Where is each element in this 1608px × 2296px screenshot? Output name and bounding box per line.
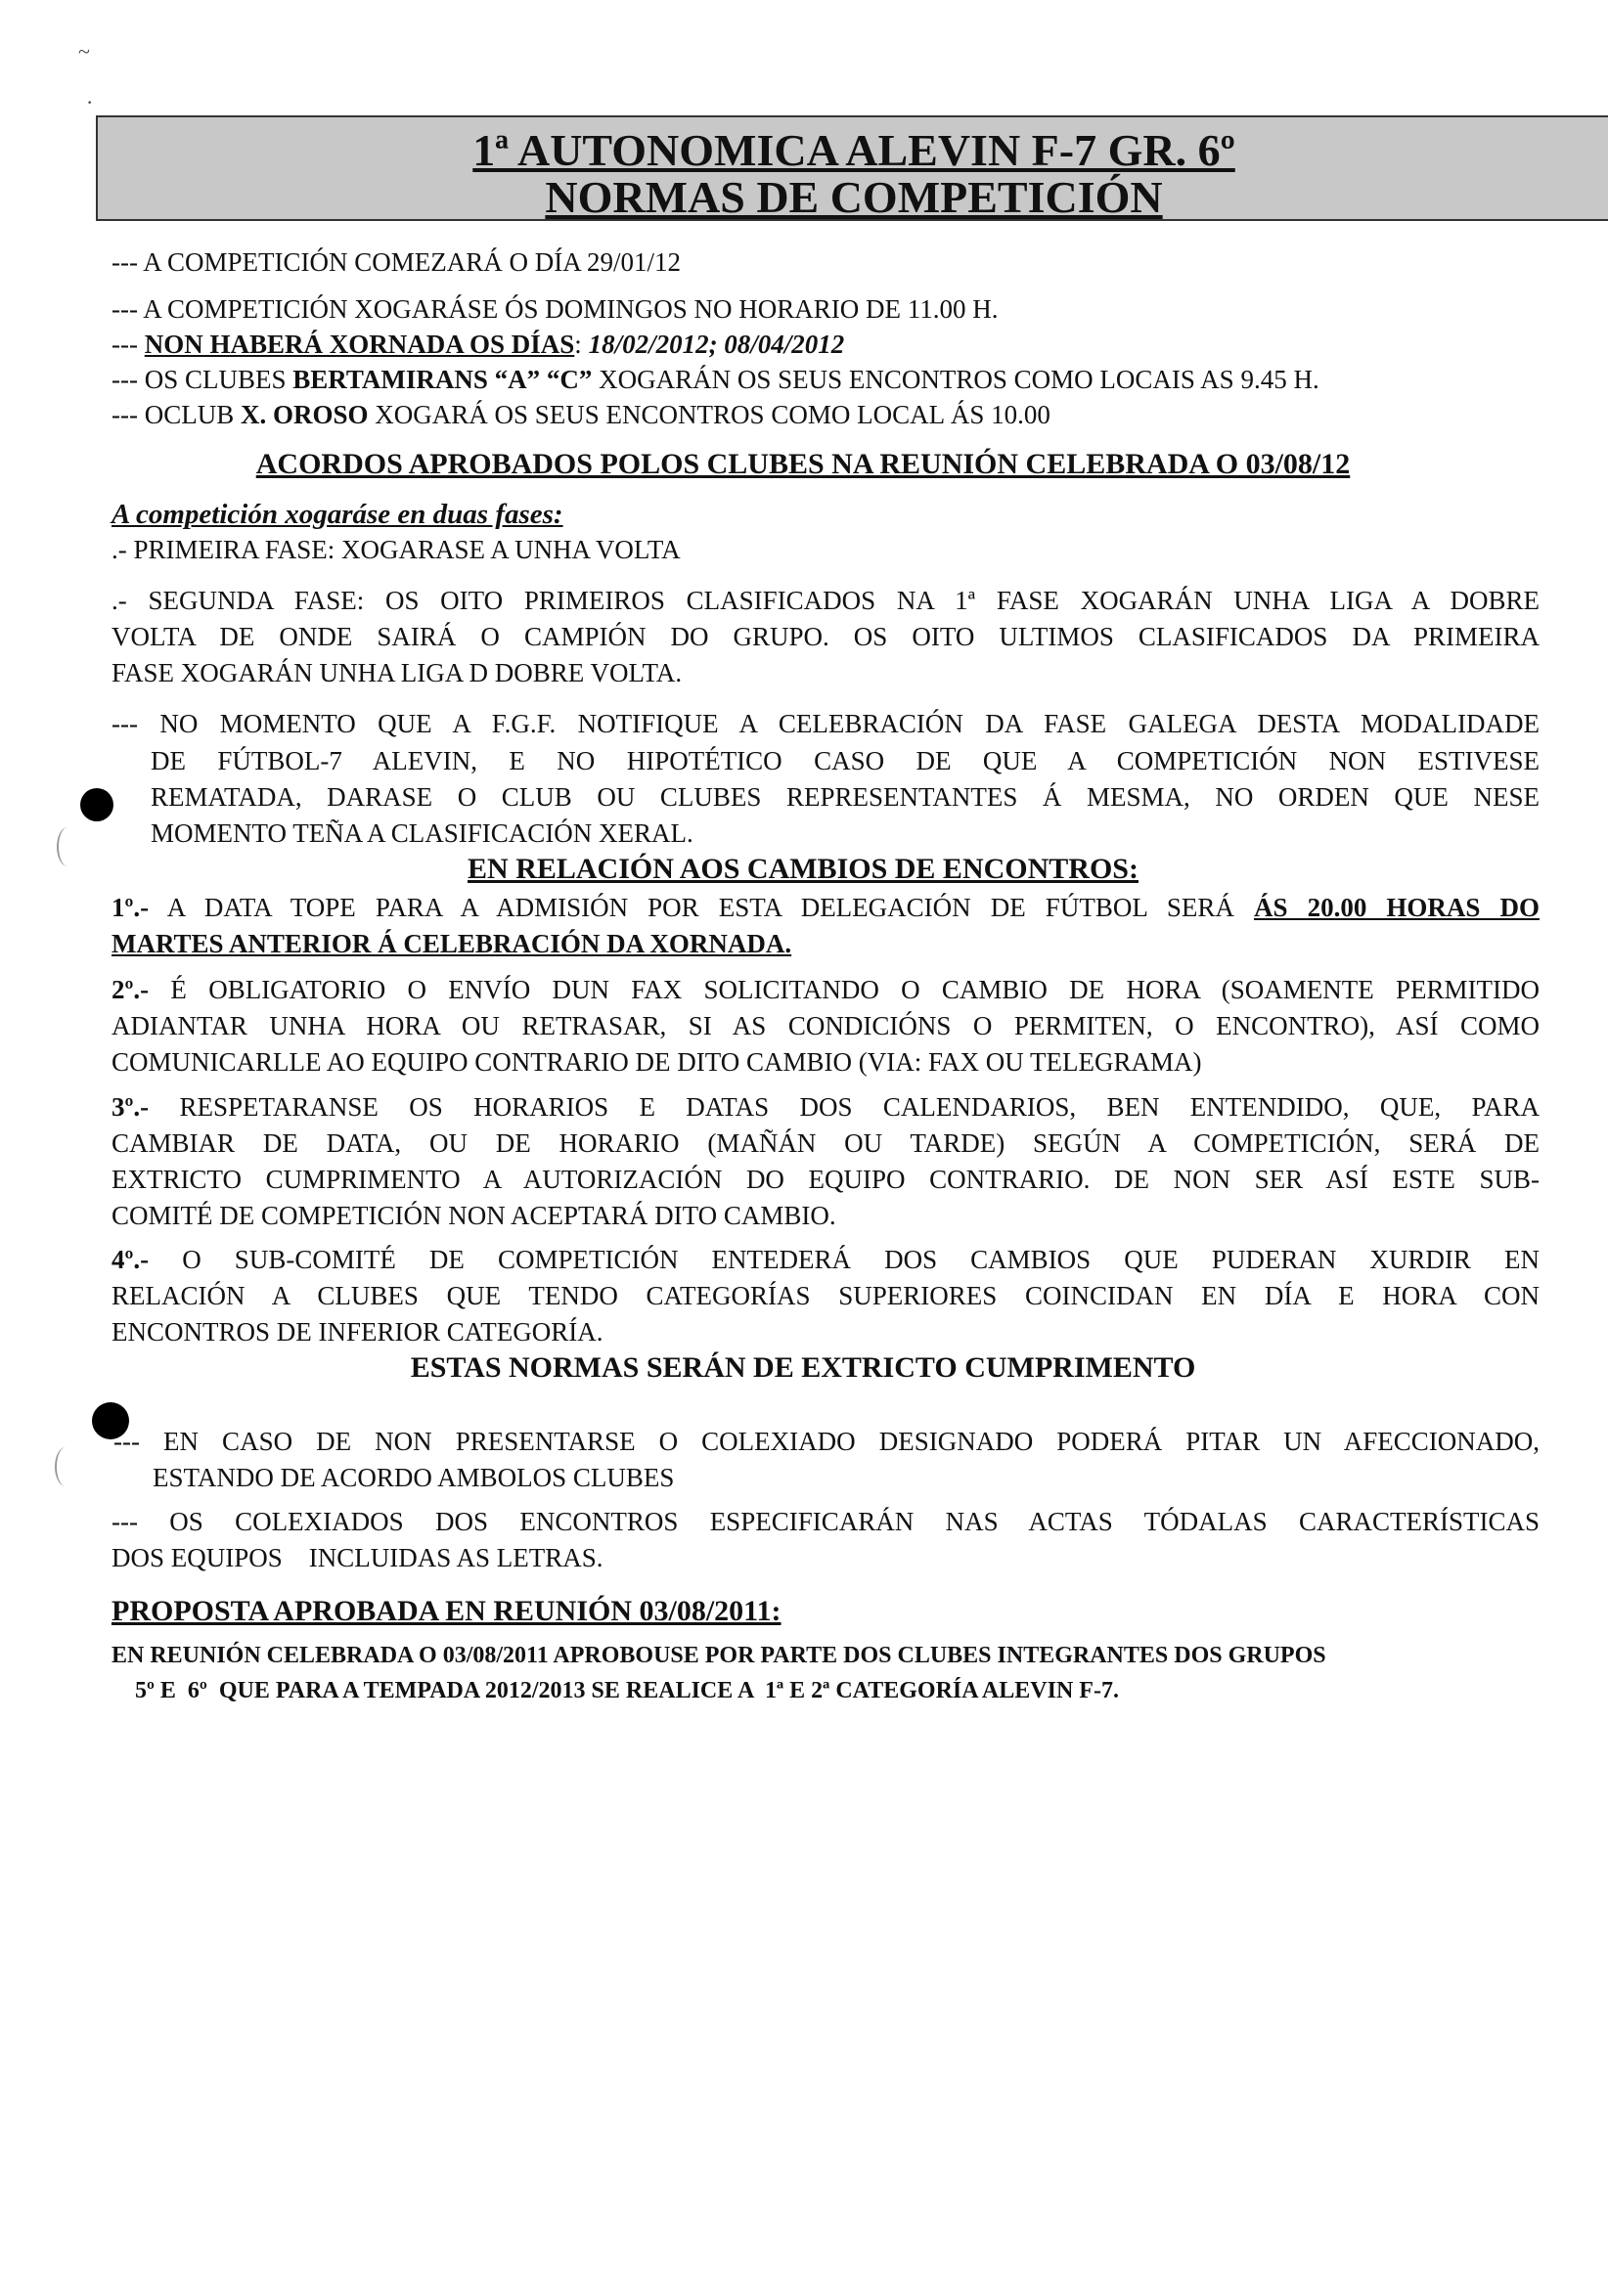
fgf-line-1	[112, 706, 1540, 742]
phases-subheading: A competición xogaráse en duas fases:	[112, 499, 563, 530]
estas-heading: ESTAS NORMAS SERÁN DE EXTRICTO CUMPRIMENTO	[410, 1351, 1196, 1384]
point-number: 3º.-	[112, 1092, 150, 1122]
colexiado-line: --- EN CASO DE NON PRESENTARSE O COLEXIADO DESIGNADO PODERÁ PITAR UN AFECCIONADO,	[113, 1427, 1540, 1456]
rule-no-matchday-dates: 18/02/2012; 08/04/2012	[588, 330, 845, 359]
cambios-point-2	[112, 972, 1540, 1081]
cambios-line: COMUNICARLLE AO EQUIPO CONTRARIO DE DITO CAMBIO (VIA: FAX OU TELEGRAMA)	[112, 1047, 1202, 1077]
phase-two-line: .- SEGUNDA FASE: OS OITO PRIMEIROS CLASIFICADOS NA 1ª FASE XOGARÁN UNHA LIGA A DOBRE	[112, 586, 1540, 615]
point-number: 4º.-	[112, 1245, 150, 1274]
cambios-point-4	[112, 1242, 1540, 1350]
colexiado-line: ESTANDO DE ACORDO AMBOLOS CLUBES	[153, 1463, 675, 1492]
cambios-heading: EN RELACIÓN AOS CAMBIOS DE ENCONTROS:	[468, 853, 1139, 885]
cambios-line	[112, 890, 1540, 926]
point-text: RESPETARANSE OS HORARIOS E DATAS DOS CALENDARIOS, BEN ENTENDIDO, QUE, PARA	[149, 1092, 1540, 1122]
rule-schedule: --- A COMPETICIÓN XOGARÁSE ÓS DOMINGOS NO HORARIO DE 11.00 H.	[112, 294, 999, 324]
fgf-paragraph	[151, 743, 1540, 852]
fgf-line: MOMENTO TEÑA A CLASIFICACIÓN XERAL.	[151, 818, 693, 848]
fgf-line: REMATADA, DARASE O CLUB OU CLUBES REPRESENTANTES Á MESMA, NO ORDEN QUE NESE	[151, 782, 1540, 812]
fgf-line: DE FÚTBOL-7 ALEVIN, E NO HIPOTÉTICO CASO DE QUE A COMPETICIÓN NON ESTIVESE	[151, 746, 1540, 775]
cambios-line: EXTRICTO CUMPRIMENTO A AUTORIZACIÓN DO EQUIPO CONTRARIO. DE NON SER ASÍ ESTE SUB-	[112, 1165, 1540, 1194]
scan-arc	[55, 1447, 76, 1486]
rule-oroso	[112, 397, 1050, 432]
proposta-line-2: 5º E 6º QUE PARA A TEMPADA 2012/2013 SE REALICE A 1ª E 2ª CATEGORÍA ALEVIN F-7.	[135, 1678, 1119, 1703]
rule-text: XOGARÁ OS SEUS ENCONTROS COMO LOCAL ÁS 10.00	[368, 400, 1050, 429]
scan-arc	[57, 827, 78, 866]
cambios-line	[112, 972, 1540, 1008]
rule-text: XOGARÁN OS SEUS ENCONTROS COMO LOCAIS AS 9.45 H.	[592, 365, 1319, 394]
colexiado-line: --- OS COLEXIADOS DOS ENCONTROS ESPECIFICARÁN NAS ACTAS TÓDALAS CARACTERÍSTICAS	[112, 1507, 1540, 1536]
cambios-line: CAMBIAR DE DATA, OU DE HORARIO (MAÑÁN OU TARDE) SEGÚN A COMPETICIÓN, SERÁ DE	[112, 1128, 1540, 1158]
rule-start-date: --- A COMPETICIÓN COMEZARÁ O DÍA 29/01/12	[112, 247, 682, 277]
deadline-text: MARTES ANTERIOR Á CELEBRACIÓN DA XORNADA.	[112, 929, 792, 958]
cambios-line: COMITÉ DE COMPETICIÓN NON ACEPTARÁ DITO CAMBIO.	[112, 1201, 836, 1230]
cambios-line: ADIANTAR UNHA HORA OU RETRASAR, SI AS CONDICIÓNS O PERMITEN, O ENCONTRO), ASÍ COMO	[112, 1011, 1540, 1040]
point-text: O SUB-COMITÉ DE COMPETICIÓN ENTEDERÁ DOS CAMBIOS QUE PUDERAN XURDIR EN	[149, 1245, 1540, 1274]
rule-prefix: --- OS CLUBES	[112, 365, 293, 394]
colexiado-rule-1	[113, 1424, 1540, 1496]
fgf-line: --- NO MOMENTO QUE A F.G.F. NOTIFIQUE A CELEBRACIÓN DA FASE GALEGA DESTA MODALIDADE	[112, 709, 1540, 738]
club-oroso: X. OROSO	[240, 400, 369, 429]
proposta-heading: PROPOSTA APROBADA EN REUNIÓN 03/08/2011:	[112, 1595, 782, 1627]
document-title: 1ª AUTONOMICA ALEVIN F-7 GR. 6º	[472, 125, 1235, 175]
phase-two-line: FASE XOGARÁN UNHA LIGA D DOBRE VOLTA.	[112, 658, 683, 687]
colexiado-line: DOS EQUIPOS INCLUIDAS AS LETRAS.	[112, 1543, 603, 1572]
club-bertamirans: BERTAMIRANS “A” “C”	[292, 365, 593, 394]
document-subtitle: NORMAS DE COMPETICIÓN	[545, 172, 1163, 222]
rule-prefix: ---	[112, 330, 145, 359]
colexiado-rule-2	[112, 1504, 1540, 1576]
rule-bertamirans	[112, 362, 1319, 397]
point-text: É OBLIGATORIO O ENVÍO DUN FAX SOLICITANDO O CAMBIO DE HORA (SOAMENTE PERMITIDO	[149, 975, 1540, 1004]
scan-mark: ~	[78, 39, 90, 64]
phase-two	[112, 583, 1540, 691]
header-box	[96, 115, 1608, 221]
point-text: A DATA TOPE PARA A ADMISIÓN POR ESTA DELEGACIÓN DE FÚTBOL SERÁ	[149, 893, 1254, 922]
rule-no-matchday	[112, 327, 844, 362]
cambios-line	[112, 1089, 1540, 1126]
cambios-point-3	[112, 1089, 1540, 1234]
proposta-line-1: EN REUNIÓN CELEBRADA O 03/08/2011 APROBOUSE POR PARTE DOS CLUBES INTEGRANTES DOS GRUPOS	[112, 1643, 1326, 1668]
cambios-point-1	[112, 890, 1540, 962]
rule-prefix: --- OCLUB	[112, 400, 241, 429]
point-number: 2º.-	[112, 975, 150, 1004]
phase-two-line: VOLTA DE ONDE SAIRÁ O CAMPIÓN DO GRUPO. OS OITO ULTIMOS CLASIFICADOS DA PRIMEIRA	[112, 622, 1540, 651]
acordos-heading: ACORDOS APROBADOS POLOS CLUBES NA REUNIÓN CELEBRADA O 03/08/12	[255, 448, 1351, 480]
cambios-line	[112, 1242, 1540, 1278]
phase-one: .- PRIMEIRA FASE: XOGARASE A UNHA VOLTA	[112, 535, 681, 564]
cambios-line: RELACIÓN A CLUBES QUE TENDO CATEGORÍAS SUPERIORES COINCIDAN EN DÍA E HORA CON	[112, 1281, 1540, 1310]
cambios-line: ENCONTROS DE INFERIOR CATEGORÍA.	[112, 1317, 603, 1347]
point-number: 1º.-	[112, 893, 150, 922]
rule-no-matchday-label: NON HABERÁ XORNADA OS DÍAS	[144, 330, 575, 359]
deadline-text: ÁS 20.00 HORAS DO	[1253, 893, 1540, 922]
scan-mark: ·	[86, 90, 94, 114]
punch-hole-icon	[80, 788, 113, 821]
rule-colon: :	[574, 330, 589, 359]
